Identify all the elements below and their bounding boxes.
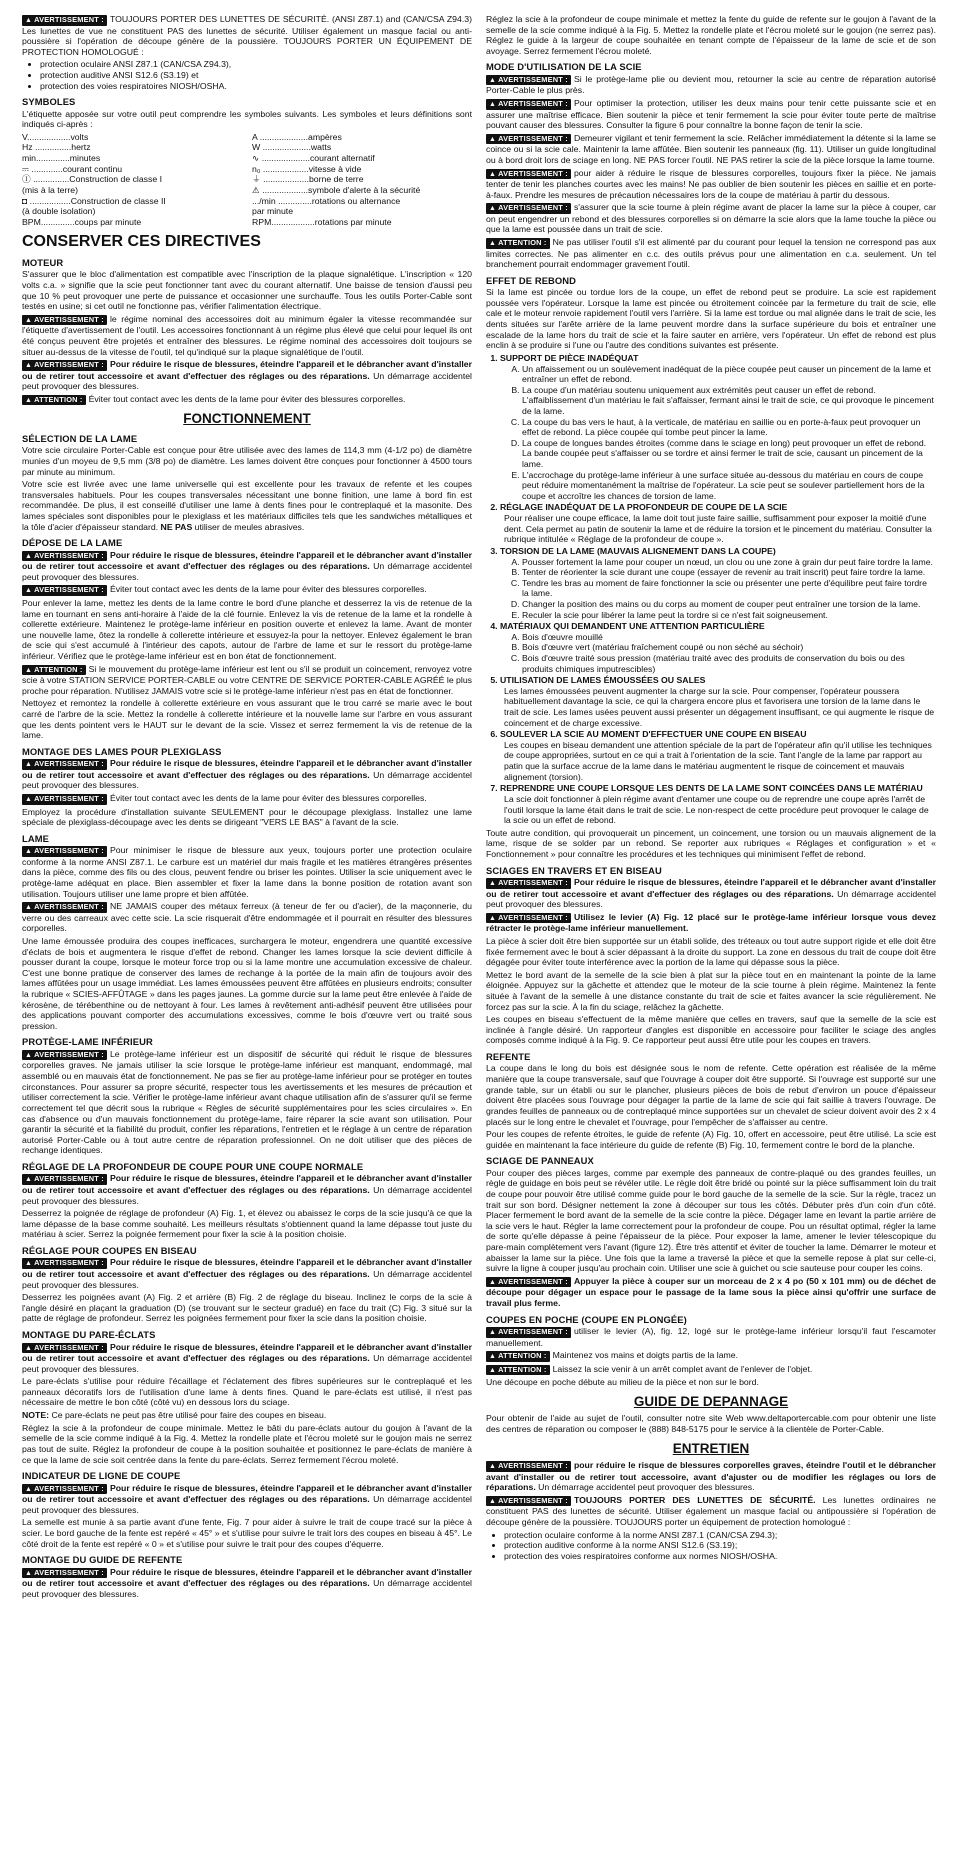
warning-triangle-icon: ▲ — [489, 76, 497, 84]
warning-badge: ▲ AVERTISSEMENT : — [486, 1277, 571, 1288]
section-heading: DÉPOSE DE LA LAME — [22, 537, 123, 549]
warning-triangle-icon: ▲ — [25, 362, 33, 370]
symbol-entry: ⏚ ...................borne de terre — [252, 174, 364, 185]
list-item: • protection oculaire conforme à la norme ANSI Z87.1 (CAN/CSA Z94.3); — [504, 1530, 936, 1541]
section-heading: MONTAGE DES LAMES POUR PLEXIGLASS — [22, 745, 222, 757]
warning-badge: ▲ AVERTISSEMENT : — [22, 585, 107, 596]
warning-badge: ▲ AVERTISSEMENT : — [486, 203, 571, 214]
paragraph: Desserrez les poignées avant (A) Fig. 2 et arrière (B) Fig. 2 de réglage du biseau. Inclinez le corps de la scie à l'angle désiré en plaçant la graduation (D) (se trouvant sur le secteur gradué) en face du trait (C) Fig. 3 situé sur la patte de réglage de profondeur. Serrez les poignées fermement pour fixer la scie dans la position choisie. — [22, 1292, 472, 1324]
warning-triangle-icon: ▲ — [489, 1353, 497, 1361]
warning-triangle-icon: ▲ — [25, 1051, 33, 1059]
warning-triangle-icon: ▲ — [25, 1344, 33, 1352]
entretien-title: ENTRETIEN — [672, 1440, 750, 1456]
warning-paragraph: ▲ AVERTISSEMENT : Si le protège-lame plie ou devient mou, retourner la scie au centre de réparation autorisé Porter-Cable le plus près. — [486, 73, 936, 96]
paragraph: Pour couper des pièces larges, comme par exemple des panneaux de contre-plaqué ou des grandes feuilles, un règle de guidage en bois peut se révéler utile. Le règle doit être bridé ou pointé sur la pièce suffisamment loin du trait de coupe pour pouvoir être utilisé comme guide pour le bord gauche de la semelle de la scie. Sur la règle, tracez un trait sur son bord. Désigner nettement la zone à découper sur tous les côtés. Débuter près d'un coin d'un côté. Placer fermement le bord avant de la semelle de la scie contre la pièce. Dégager lame en levant la partie arrière de la scie vers le haut. Régler la lame correctement pour la profondeur de coupe. Pou un résultat optimal, régler la lame de sorte qu'elle dépasse à peine l'épaisseur de la pièce. Pour exposer la lame, amener le levier télescopique du pare-main complètement vers l'avant (figure 12). Être très attentif et éviter de toucher la lame. Démarrer le moteur et abaisser la lame sur la pièce. Une fois que la lame a traversé la pièce et que la semelle repose à plat sur celle-ci, suivre la ligne à couper jusqu'au prochain coin. Utiliser une scie à guichet ou scie sauteuse pour couper les coins. — [486, 1167, 936, 1274]
warning-triangle-icon: ▲ — [25, 17, 33, 24]
paragraph: Toute autre condition, qui provoquerait un pincement, un coincement, une torsion ou un mauvais alignement de la lame, risque de se solder par un rebond. Se reporter aux rubriques « Réglages et configuration » et « Fonctionnement » pour connaître les procédures et les techniques qui minimisent l'effet de rebond. — [486, 827, 936, 859]
warning-triangle-icon: ▲ — [25, 552, 33, 560]
list-item: • protection auditive conforme à la norme ANSI S12.6 (S3.19); — [504, 1540, 936, 1551]
paragraph: Votre scie est livrée avec une lame universelle qui est excellente pour les travaux de refente et les coupes transversales habituels. Pour les coupes transversales nécessitant une bonne finition, une lame à bord fin est recommandée. De plus, il est conseillé d'utiliser une lame à dents fines pour le contreplaqué et la masonite. Des lames spéciales sont disponibles pour le plexiglass et les matériaux difficiles tels que les sandwiches métalliques et la tôle d'acier d'épaisseur standard. NE PAS utiliser de meules abrasives. — [22, 479, 472, 532]
symbol-entry: V..................volts — [22, 131, 89, 142]
attention-badge: ▲ ATTENTION : — [22, 665, 86, 676]
attention-paragraph: ▲ ATTENTION : Éviter tout contact avec les dents de la lame pour éviter des blessures corporelles. — [22, 394, 472, 406]
paragraph: Les coupes en biseau s'effectuent de la même manière que celles en travers, sauf que la semelle de la scie est inclinée à l'angle désiré. Un rapporteur d'angles est disponible en accessoire pour faciliter le sciage des angles composés comme indiqué à la Fig. 9. Ce rapporteur peut aussi être utile pour les coupes en travers. — [486, 1014, 936, 1046]
symbols-table — [22, 132, 472, 227]
warning-paragraph: ▲ AVERTISSEMENT : Pour optimiser la protection, utiliser les deux mains pour tenir cette puissante scie et en assurer une maîtrise efficace. Bien soutenir la pièce et tenir fermement la scie pour éviter toute perte de maîtrise pouvant causer des blessures. Consulter la figure 6 pour connaître la bonne façon de tenir la scie. — [486, 98, 936, 131]
warning-badge: ▲ AVERTISSEMENT : — [22, 902, 107, 913]
warning-paragraph: ▲ AVERTISSEMENT : Éviter tout contact avec les dents de la lame pour éviter des blessures corporelles. — [22, 584, 472, 596]
warning-badge: ▲ AVERTISSEMENT : — [486, 75, 571, 86]
paragraph: La coupe dans le long du bois est désignée sous le nom de refente. Cette opération est réalisée de la même manière que la coupe transversale, sauf que l'ouvrage à couper doit être supporté. Si l'ouvrage est supporté sur une grande table, sur un établi ou sur le plancher, plusieurs pièces de bois de rebut d'environ un pouce d'épaisseur doivent être placées sous l'ouvrage pour dégager la partie de la lame de scie qui fait saillie à travers l'ouvrage. De grandes feuilles de panneaux ou de contreplaqué mince supportées sur un chevalet de scieur doivent avoir des 2 x 4 placés sur le long entre le chevalet et l'ouvrage, pour l'empêcher de s'affaisser au centre. — [486, 1063, 936, 1127]
warning-paragraph: ▲ AVERTISSEMENT : Demeurer vigilant et tenir fermement la scie. Relâcher immédiatement la détente si la lame se coince ou si la scie cale. Maintenir la lame affûtée. Bien soutenir les panneaux (fig. 11). Utiliser un guide longitudinal ou à bord droit lors de sciage en long. NE PAS forcer l'outil. NE PAS retirer la scie de la pièce lorsque la lame tourne. — [486, 132, 936, 165]
warning-paragraph: ▲ AVERTISSEMENT : Pour réduire le risque de blessures, éteindre l'appareil et le débrancher avant d'installer ou de retirer tout accessoire et avant d'effectuer des réglages ou des réparations. Un démarrage accidentel peut provoquer des blessures. — [22, 758, 472, 791]
section-heading: COUPES EN POCHE (COUPE EN PLONGÉE) — [486, 1313, 687, 1325]
list-item: A. Pousser fortement la lame pour couper un nœud, un clou ou une zone à grain dur peut faire tordre la lame. — [522, 557, 936, 568]
paragraph: Mettez le bord avant de la semelle de la scie bien à plat sur la pièce tout en en maintenant la pointe de la lame éloignée. Appuyez sur la gâchette et attendez que le moteur de la scie tourne à plein régime. Maintenez la fente située à l'avant de la semelle à une distance constante du trait de scie et faites avancer la scie régulièrement. Ne forcez pas sur la scie. À la fin du sciage, relâchez la gâchette. — [486, 969, 936, 1012]
symbol-entry: (mis à la terre) — [22, 184, 78, 195]
warning-paragraph: ▲ AVERTISSEMENT : Pour réduire le risque de blessures, éteindre l'appareil et le débrancher avant d'installer ou de retirer tout accessoire et avant d'effectuer des réglages ou des réparations. Un démarrage accidentel peut provoquer des blessures. — [22, 1482, 472, 1515]
warning-triangle-icon: ▲ — [25, 1260, 33, 1268]
symbol-entry: .../min ..............rotations ou alternance — [252, 195, 401, 206]
warning-triangle-icon: ▲ — [25, 316, 33, 324]
warning-paragraph: ▲ AVERTISSEMENT : Éviter tout contact avec les dents de la lame pour éviter des blessures corporelles. — [22, 793, 472, 805]
warning-paragraph: ▲ AVERTISSEMENT : Le protège-lame inférieur est un dispositif de sécurité qui réduit le risque de blessures corporelles graves. Ne jamais utiliser la scie lorsque le protège-lame inférieur est manquant, endommagé, mal assemblé ou en mauvais état de fonctionnement. Ne pas se fier au protège-lame inférieur pour se protéger en toutes circonstances. Pour assurer sa propre sécurité, respecter tous les avertissements et les mesures de précaution et utiliser correctement la scie. Vérifier le protège-lame inférieur avant chaque utilisation afin de s'assurer qu'il se ferme correctement tel que décrit sous la rubrique « Règles de sécurité supplémentaires pour les scies circulaires ». En cas d'absence ou d'un mauvais fonctionnement du protège-lame, faire réparer la scie avant son utilisation. Pour garantir la sécurité et la fiabilité du produit, confier les réparations, l'entretien et le réglage à un centre de réparation autorisé Porter-Cable ou à tout autre centre de réparation professionnel. On ne doit utiliser que des pièces de rechange identiques. — [22, 1048, 472, 1156]
section-heading: MOTEUR — [22, 256, 64, 268]
attention-paragraph: ▲ ATTENTION : Laissez la scie venir à un arrêt complet avant de l'enlever de l'objet. — [486, 1364, 936, 1376]
warning-paragraph: ▲ AVERTISSEMENT : Pour réduire le risque de blessures, éteindre l'appareil et le débrancher avant d'installer ou de retirer tout accessoire et avant d'effectuer des réglages ou des réparations. Un démarrage accidentel peut provoquer des blessures. — [22, 1566, 472, 1599]
list-item: D. Changer la position des mains ou du corps au moment de couper peut entraîner une torsion de la lame. — [522, 599, 936, 610]
symbol-entry: min..............minutes — [22, 153, 101, 164]
section-heading: RÉGLAGE POUR COUPES EN BISEAU — [22, 1245, 197, 1256]
list-item: • protection oculaire ANSI Z87.1 (CAN/CSA Z94.3), — [40, 59, 472, 70]
warning-badge: ▲ AVERTISSEMENT : — [22, 1258, 107, 1269]
paragraph: Réglez la scie à la profondeur de coupe minimale et mettez la fente du guide de refente sur le goujon à l'avant de la semelle de la scie comme indiqué à la Fig. 5. Mettez la rondelle plate et l'écrou moleté sur le goujon (ne serrez pas). Réglez le guide à la largeur de coupe souhaitée en tenant compte de l'épaisseur de la lame de scie et de son avoyage. Serrez fermement l'écrou moleté. — [486, 14, 936, 56]
warning-triangle-icon: ▲ — [489, 205, 497, 213]
sub-list — [500, 557, 936, 621]
list-item: 6. SOULEVER LA SCIE AU MOMENT D'EFFECTUER UNE COUPE EN BISEAU Les coupes en biseau demandent une attention spéciale de la part de l'opérateur afin qu'il utilise les techniques de coupe appropriées, surtout en ce qui a trait à l'orientation de la scie. Tant l'angle de la lame par rapport au patin que la surface accrue de la lame dans le matériau augmentent le risque de coincement et mauvais alignement (torsion). — [500, 729, 936, 782]
warning-paragraph: ▲ AVERTISSEMENT : NE JAMAIS couper des métaux ferreux (à teneur de fer ou d'acier), de la maçonnerie, du verre ou des carreaux avec cette scie. La scie risquerait d'être endommagée et il pourrait en résulter des blessures corporelles. — [22, 901, 472, 934]
symbol-entry: RPM..................rotations par minute — [252, 216, 392, 227]
paragraph: Nettoyez et remontez la rondelle à collerette extérieure en vous assurant que le trou carré se marie avec le bout carré de l'arbre de la scie. Mettez la rondelle à collerette intérieure et la nouvelle lame sur l'arbre en vous assurant que les dents pointent vers le HAUT sur le devant de la scie. Vissez et serrez fermement la vis de retenue de la lame. — [22, 698, 472, 741]
symbol-entry: ∿ ....................courant alternatif — [252, 153, 375, 164]
paragraph: Une lame émoussée produira des coupes inefficaces, surchargera le moteur, engendrera une quantité excessive d'éclats de bois et augmentera le risque d'effet de rebond. Changer les lames lorsque la scie devient difficile à pousser durant la coupe, lorsque le moteur force trop ou si la lame montre une accumulation excessive de chaleur. C'est une bonne pratique de conserver des lames de rechange à la portée de la main afin de toujours avoir des lames affûtées pour un usage immédiat. Les lames émoussées peuvent être affûtées en plusieurs endroits; consulter la rubrique « SCIES-AFFÛTAGE » dans les pages jaunes. La gomme durcie sur la lame peut être enlevée à l'aide de kérosène, de térébenthine ou de nettoyant à four. Les lames à revêtement anti-adhésif peuvent être utilisées pour des applications pouvant comporter des accumulations excessives, comme le bois d'œuvre vert ou traité sous pression. — [22, 935, 472, 1031]
symbol-entry: A ....................ampères — [252, 131, 342, 142]
warning-triangle-icon: ▲ — [489, 1463, 497, 1471]
warning-triangle-icon: ▲ — [25, 1569, 33, 1577]
warning-badge: ▲ AVERTISSEMENT : — [22, 1484, 107, 1495]
paragraph: Pour les coupes de refente étroites, le guide de refente (A) Fig. 10, offert en accessoire, peut être utilisé. La scie est guidée en maintenant la face intérieure du guide de refente (B) Fig. 10, fermement contre le bord de la planche. — [486, 1129, 936, 1150]
warning-badge: ▲ AVERTISSEMENT : — [22, 360, 107, 371]
warning-triangle-icon: ▲ — [489, 1329, 497, 1337]
section-heading: SYMBOLES — [22, 96, 76, 108]
warning-triangle-icon: ▲ — [489, 135, 497, 143]
section-heading: SCIAGE DE PANNEAUX — [486, 1155, 594, 1167]
intro-bullets — [40, 59, 472, 91]
warning-badge: ▲ AVERTISSEMENT : — [486, 878, 571, 889]
list-item: 1. SUPPORT DE PIÈCE INADÉQUAT A. Un affaissement ou un soulèvement inadéquat de la pièce coupée peut causer un pincement de la lame et entraîner un effet de rebond. B. La coupe d'un matériau soutenu uniquement aux extrémités peut causer un effet de rebond. L'affaiblissement d'un matériau le fait s'affaisser, fermant ainsi le trait de scie, ce qui provoque le pincement de la lame. C. La coupe du bas vers le haut, à la verticale, de matériau en saillie ou en porte-à-faux peut provoquer un effet de rebond. La pièce coupée qui tombe peut pincer la lame. D. La coupe de longues bandes étroites (comme dans le sciage en long) peut provoquer un effet de rebond. La bande coupée peut s'affaisser ou se tordre et ainsi fermer le trait de scie, causant un pincement de la lame. E. L'accrochage du protège-lame inférieur à une surface située au-dessous du matériau en cours de coupe peut réduire momentanément la maîtrise de l'opérateur. La scie peut se soulever partiellement hors de la coupe et accroître les chances de torsion de lame. — [500, 353, 936, 502]
warning-badge: ▲ AVERTISSEMENT : — [22, 15, 107, 26]
paragraph: Réglez la scie à la profondeur de coupe minimale. Mettez le bâti du pare-éclats autour du goujon à l'avant de la semelle de la scie comme indiqué à la Fig. 4. Mettez la rondelle plate et l'écrou moleté sur le goujon mais ne serrez pas tout de suite. Réglez la profondeur de coupe à la position souhaitée et positionnez le pare-éclats de manière à ce que la lame de scie soit centrée dans la fente du pare-éclats. Serrez fermement l'écrou moleté. — [22, 1422, 472, 1465]
conserver-title: CONSERVER CES DIRECTIVES — [22, 233, 261, 251]
sub-list — [500, 632, 936, 674]
warning-badge: ▲ AVERTISSEMENT : — [486, 1327, 571, 1338]
warning-triangle-icon: ▲ — [489, 914, 497, 922]
list-item: B. La coupe d'un matériau soutenu uniquement aux extrémités peut causer un effet de rebond. L'affaiblissement d'un matériau le fait s'affaisser, fermant ainsi le trait de scie, ce qui provoque le pincement de la lame. — [522, 385, 936, 417]
list-item: 4. MATÉRIAUX QUI DEMANDENT UNE ATTENTION PARTICULIÈRE A. Bois d'œuvre mouillé B. Bois d'œuvre vert (matériau fraîchement coupé ou non séché au séchoir) C. Bois d'œuvre traité sous pression (matériau traité avec des produits de conservation du bois ou des produits chimiques imputrescibles) — [500, 621, 936, 674]
list-item: 3. TORSION DE LA LAME (MAUVAIS ALIGNEMENT DANS LA COUPE) A. Pousser fortement la lame pour couper un nœud, un clou ou une zone à grain dur peut faire tordre la lame. B. Tenter de réorienter la scie durant une coupe (essayer de revenir au trait inscrit) peut faire tordre la lame. C. Tendre les bras au moment de faire fonctionner la scie ou présenter une perte d'équilibre peut faire tordre la lame. D. Changer la position des mains ou du corps au moment de couper peut entraîner une torsion de la lame. E. Reculer la scie pour libérer la lame peut la tordre si ce n'est fait soigneusement. — [500, 546, 936, 620]
paragraph: L'étiquette apposée sur votre outil peut comprendre les symboles suivants. Les symboles et leurs définitions sont indiqués ci-après : — [22, 108, 472, 130]
warning-triangle-icon: ▲ — [25, 587, 33, 595]
attention-badge: ▲ ATTENTION : — [22, 395, 86, 406]
list-item: B. Tenter de réorienter la scie durant une coupe (essayer de revenir au trait inscrit) peut faire tordre la lame. — [522, 567, 936, 578]
section-heading: MODE D'UTILISATION DE LA SCIE — [486, 61, 642, 73]
list-item: C. Tendre les bras au moment de faire fonctionner la scie ou présenter une perte d'équilibre peut faire tordre la lame. — [522, 578, 936, 599]
list-item: • protection des voies respiratoires NIOSH/OSHA. — [40, 81, 472, 92]
warning-triangle-icon: ▲ — [489, 1497, 497, 1505]
section-heading: MONTAGE DU PARE-ÉCLATS — [22, 1329, 156, 1341]
warning-badge: ▲ AVERTISSEMENT : — [22, 551, 107, 562]
list-item: E. L'accrochage du protège-lame inférieur à une surface située au-dessous du matériau en cours de coupe peut réduire momentanément la maîtrise de l'opérateur. La scie peut se soulever partiellement hors de la coupe et accroître les chances de torsion de lame. — [522, 470, 936, 502]
attention-badge: ▲ ATTENTION : — [486, 238, 550, 249]
warning-triangle-icon: ▲ — [25, 848, 33, 856]
list-item: A. Bois d'œuvre mouillé — [522, 632, 936, 643]
attention-paragraph: ▲ ATTENTION : Ne pas utiliser l'outil s'il est alimenté par du courant pour lequel la tension ne correspond pas aux limites correctes. Ne pas alimenter en c.c. des outils prévus pour une alimentation en c.a. seulement. Un tel branchement pourrait endommager gravement l'outil. — [486, 237, 936, 270]
paragraph: Votre scie circulaire Porter-Cable est conçue pour être utilisée avec des lames de 114,3 mm (4-1/2 po) de diamètre munies d'un moyeu de 9,5 mm (3/8 po) de diamètre. Les lames doivent être conçues pour fonctionner à 4500 tours par minute au minimum. — [22, 445, 472, 477]
warning-paragraph: ▲ AVERTISSEMENT : Pour réduire le risque de blessures, éteindre l'appareil et le débrancher avant d'installer ou de retirer tout accessoire et avant d'effectuer des réglages ou des réparations. Un démarrage accidentel peut provoquer des blessures. — [22, 359, 472, 392]
warning-paragraph: ▲ AVERTISSEMENT : s'assurer que la scie tourne à plein régime avant de placer la lame sur la pièce à couper, car on peut engendrer un rebond et des blessures corporelles si on démarre la scie alors que la lame touche la pièce ou que la lame est poussée dans un trait de scie. — [486, 202, 936, 235]
paragraph: La pièce à scier doit être bien supportée sur un établi solide, des tréteaux ou tout autre support rigide et elle doit être fixée fermement avec le bout à scier dépassant à la droite du support. La zone en dessous du trait de coupe doit être dégagée pour éviter toute interférence avec la portion de la lame qui dépasse sous la pièce. — [486, 935, 936, 968]
symbol-entry: BPM..............coups par minute — [22, 216, 142, 227]
section-heading: SCIAGES EN TRAVERS ET EN BISEAU — [486, 864, 662, 876]
warning-paragraph: ▲ AVERTISSEMENT : TOUJOURS PORTER DES LUNETTES DE SÉCURITÉ. Les lunettes ordinaires ne constituent PAS des lunettes de sécurité. Utiliser également un masque facial ou antipoussière si l'opération de découpe génère de la poussière. TOUJOURS porter un équipement de protection homologué : — [486, 1494, 936, 1527]
warning-paragraph: ▲ AVERTISSEMENT : Pour réduire le risque de blessures, éteindre l'appareil et le débrancher avant d'installer ou de retirer tout accessoire et avant d'effectuer des réglages ou des réparations. Un démarrage accidentel peut provoquer des blessures. — [22, 1173, 472, 1206]
warning-badge: ▲ AVERTISSEMENT : — [486, 1461, 571, 1472]
warning-badge: ▲ AVERTISSEMENT : — [22, 1174, 107, 1185]
warning-badge: ▲ AVERTISSEMENT : — [22, 846, 107, 857]
warning-badge: ▲ AVERTISSEMENT : — [486, 1496, 571, 1507]
symbol-entry: Hz ...............hertz — [22, 142, 91, 153]
paragraph: Pour obtenir de l'aide au sujet de l'outil, consulter notre site Web www.deltaportercable.com pour obtenir une liste des centres de réparation ou composer le (888) 848-5175 pour le service à la clientèle de Porter-Cable. — [486, 1413, 936, 1435]
list-item: 5. UTILISATION DE LAMES ÉMOUSSÉES OU SALES Les lames émoussées peuvent augmenter la charge sur la scie. Pour compenser, l'opérateur poussera habituellement davantage la scie, ce qui la chargera encore plus et favorisera une torsion de la lame dans le trait de scie. Les lames usées peuvent aussi présenter un dégagement insuffisant, ce qui augmente le risque de coincement et de charge excessive. — [500, 675, 936, 728]
list-item: • protection auditive ANSI S12.6 (S3.19) et — [40, 70, 472, 81]
section-heading: PROTÈGE-LAME INFÉRIEUR — [22, 1036, 153, 1048]
warning-triangle-icon: ▲ — [489, 1278, 497, 1286]
warning-badge: ▲ AVERTISSEMENT : — [486, 134, 571, 145]
warning-paragraph: ▲ AVERTISSEMENT : Pour minimiser le risque de blessure aux yeux, toujours porter une protection oculaire conforme à la norme ANSI Z87.1. Le carbure est un matériel dur mais fragile et les matières étrangères présentes dans la pièce, comme des fils ou des clous, peuvent fendre ou briser les pointes. Utiliser la scie uniquement avec le protège-lame adéquat en place. Bien assembler et fixer la lame dans la bonne position de rotation avant son utilisation. Toujours utiliser une lame propre et bien affûtée. — [22, 845, 472, 899]
paragraph: Pour enlever la lame, mettez les dents de la lame contre le bord d'une planche et desserrez la vis de retenue de la lame en tournant en sens anti-horaire à l'aide de la clé fournie. Enlevez la vis de retenue de la lame et la rondelle à collerette extérieure. Maintenez le protège-lame inférieur en position ouverte et enlevez la lame. Avant de monter une nouvelle lame, ôtez la rondelle à collerette intérieure et essuyez-la pour la nettoyer. Enlevez également le bran de scie qui s'est accumulé à l'intérieur des capots, autour de l'arbre de lame et sur le ressort du protège-lame inférieur. Vérifiez que le protège-lame inférieur est en bon état de fonctionnement. — [22, 597, 472, 662]
fonctionnement-title: FONCTIONNEMENT — [183, 411, 311, 427]
warning-badge: ▲ AVERTISSEMENT : — [22, 315, 107, 326]
paragraph: Desserrez la poignée de réglage de profondeur (A) Fig. 1, et élevez ou abaissez le corps de la scie jusqu'à ce que la lame dépasse de la base comme souhaité. Les meilleurs résultats s'obtiennent quand la lame dépasse tout juste du matériau à scier. Serrez la poignée fermement pour fixer la scie à la position choisie. — [22, 1208, 472, 1240]
paragraph: Une découpe en poche débute au milieu de la pièce et non sur le bord. — [486, 1377, 759, 1388]
warning-triangle-icon: ▲ — [489, 880, 497, 888]
warning-paragraph: ▲ AVERTISSEMENT : Pour réduire le risque de blessures, éteindre l'appareil et le débrancher avant d'installer ou de retirer tout accessoire et avant d'effectuer des réglages ou des réparations. Un démarrage accidentel peut provoquer des blessures. — [22, 549, 472, 582]
warning-paragraph: ▲ AVERTISSEMENT : Pour réduire le risque de blessures, éteindre l'appareil et le débrancher avant d'installer ou de retirer tout accessoire et avant d'effectuer des réglages ou des réparations. Un démarrage accidentel peut provoquer des blessures. — [22, 1257, 472, 1290]
list-item: E. Reculer la scie pour libérer la lame peut la tordre si ce n'est fait soigneusement. — [522, 610, 936, 621]
paragraph: Employez la procédure d'installation suivante SEULEMENT pour le découpage plexiglass. Installez une lame spéciale de plexiglass-découpage avec les dents se dirigeant "VERS LE BAS" à l'avant de la scie. — [22, 806, 472, 828]
section-heading: LAME — [22, 832, 49, 844]
section-heading: MONTAGE DU GUIDE DE REFENTE — [22, 1554, 183, 1566]
warning-triangle-icon: ▲ — [489, 240, 497, 248]
list-item: 2. RÉGLAGE INADÉQUAT DE LA PROFONDEUR DE COUPE DE LA SCIE Pour réaliser une coupe efficace, la lame doit tout juste faire saillie, suffisamment pour exposer la moitié d'une dent. Cela permet au patin de soutenir la lame et de réduire la torsion et le pincement du matériau. Consulter la rubrique intitulée « Réglage de la profondeur de coupe ». — [500, 502, 936, 544]
warning-paragraph: ▲ AVERTISSEMENT : Appuyer la pièce à couper sur un morceau de 2 x 4 po (50 x 101 mm) ou de déchet de découpe pour dégager un espace pour le passage de la lame sous la pièce ainsi qu'offrir une surface de travail plus ferme. — [486, 1275, 936, 1309]
section-heading: INDICATEUR DE LIGNE DE COUPE — [22, 1470, 181, 1482]
list-item: C. Bois d'œuvre traité sous pression (matériau traité avec des produits de conservation du bois ou des produits chimiques imputrescibles) — [522, 653, 936, 674]
list-item: C. La coupe du bas vers le haut, à la verticale, de matériau en saillie ou en porte-à-faux peut provoquer un effet de rebond. La pièce coupée qui tombe peut pincer la lame. — [522, 417, 936, 438]
warning-badge: ▲ AVERTISSEMENT : — [486, 99, 571, 110]
symbol-entry: ◘ .................Construction de classe II — [22, 195, 166, 206]
note-paragraph: NOTE: Ce pare-éclats ne peut pas être utilisé pour faire des coupes en biseau. — [22, 1410, 327, 1421]
list-item: A. Un affaissement ou un soulèvement inadéquat de la pièce coupée peut causer un pincement de la lame et entraîner un effet de rebond. — [522, 364, 936, 385]
symbol-entry: Ⓘ ...............Construction de classe I — [22, 174, 163, 185]
warning-triangle-icon: ▲ — [25, 796, 33, 804]
paragraph: Si la lame est pincée ou tordue lors de la coupe, un effet de rebond peut se produire. La scie est rapidement poussée vers l'opérateur. Lorsque la lame est pincée ou étroitement coincée par la fermeture du trait de scie, elle cale et le moteur renvoie rapidement l'outil vers l'arrière. Si la lame est tordue ou mal alignée dans le trait de scie, les dents situées sur l'arête arrière de la lame peuvent mordre dans la surface supérieure du bois et entraîner une escalade de la lame hors du trait de scie et la faire sauter en arrière, vers l'opérateur. Un effet de rebond est plus enclin à se produire si l'une ou l'autre des conditions suivantes est présente. — [486, 287, 936, 351]
section-heading: REFENTE — [486, 1051, 531, 1063]
warning-paragraph: ▲ AVERTISSEMENT : Pour réduire le risque de blessures, éteindre l'appareil et le débrancher avant d'installer ou de retirer tout accessoire et avant d'effectuer des réglages ou des réparations. Un démarrage accidentel peut provoquer des blessures. — [486, 877, 936, 910]
symbol-entry: W ....................watts — [252, 142, 332, 153]
kickback-conditions-list — [486, 353, 936, 826]
warning-paragraph: ▲ AVERTISSEMENT : Pour réduire le risque de blessures, éteindre l'appareil et le débrancher avant d'installer ou de retirer tout accessoire et avant d'effectuer des réglages ou des réparations. Un démarrage accidentel peut provoquer des blessures. — [22, 1341, 472, 1374]
warning-badge: ▲ AVERTISSEMENT : — [486, 913, 571, 924]
warning-paragraph: ▲ AVERTISSEMENT : pour réduire le risque de blessures corporelles graves, éteindre l'outil et le débrancher avant d'installer ou de retirer tout accessoire, avant d'ajuster ou de modifier les réglages ou lors de réparations. Un démarrage accidentel peut provoquer des blessures. — [486, 1460, 936, 1493]
list-item: D. La coupe de longues bandes étroites (comme dans le sciage en long) peut provoquer un effet de rebond. La bande coupée peut s'affaisser ou se tordre et ainsi fermer le trait de scie, causant un pincement de la lame. — [522, 438, 936, 470]
symbol-entry: ⎓ .............courant continu — [22, 163, 123, 174]
warning-paragraph: ▲ AVERTISSEMENT : le régime nominal des accessoires doit au minimum égaler la vitesse recommandée sur l'étiquette d'avertissement de l'outil. Les accessoires fonctionnant à un régime plus élevé que celui pour lequel ils ont été conçus peuvent être projetés et entraîner des blessures. Le régime nominal des accessoires doit toujours se situer au-dessus de la vitesse de l'outil, tel qu'indiqué sur la plaque signalétique de l'outil. — [22, 313, 472, 357]
list-item: • protection des voies respiratoires conforme aux normes NIOSH/OSHA. — [504, 1551, 936, 1562]
section-heading: EFFET DE REBOND — [486, 274, 577, 286]
warning-triangle-icon: ▲ — [489, 170, 497, 178]
paragraph: S'assurer que le bloc d'alimentation est compatible avec l'inscription de la plaque signalétique. L'inscription « 120 volts c.a. » signifie que la scie peut fonctionner tant avec du courant alternatif. Une baisse de tension d'aussi peu que 10 % peut provoquer une perte de puissance et occasionner une surchauffe. Tous les outils Porter-Cable sont testés en usine; si cet outil ne fonctionne pas, vérifier l'alimentation électrique. — [22, 269, 472, 312]
warning-triangle-icon: ▲ — [25, 1176, 33, 1184]
attention-paragraph: ▲ ATTENTION : Si le mouvement du protège-lame inférieur est lent ou s'il se produit un coincement, renvoyez votre scie à votre STATION SERVICE PORTER-CABLE ou votre CENTRE DE SERVICE PORTER-CABLE AGRÉÉ le plus proche pour réparation. N'utilisez JAMAIS votre scie si le protège-lame inférieur n'est pas en état de fonctionner. — [22, 663, 472, 696]
symbol-entry: ⚠ ...................symbole d'alerte à la sécurité — [252, 184, 421, 195]
symbol-entry: n₀ ...................vitesse à vide — [252, 163, 362, 174]
sub-list — [500, 364, 936, 502]
warning-triangle-icon: ▲ — [489, 101, 497, 109]
warning-paragraph: ▲ AVERTISSEMENT : utiliser le levier (A), fig. 12, logé sur le protège-lame inférieur lorsqu'il faut l'escamoter manuellement. — [486, 1326, 936, 1348]
depannage-title: GUIDE DE DEPANNAGE — [633, 1393, 789, 1409]
intro-paragraph: ▲ AVERTISSEMENT : TOUJOURS PORTER DES LUNETTES DE SÉCURITÉ. (ANSI Z87.1) and (CAN/CSA Z94.3) Les lunettes de vue ne constituent PAS des lunettes de sécurité. Utiliser également un masque facial ou anti-poussière si l'opération de découpe génère de la poussière. TOUJOURS PORTER UN ÉQUIPEMENT DE PROTECTION HOMOLOGUÉ : — [22, 14, 472, 57]
attention-badge: ▲ ATTENTION : — [486, 1365, 550, 1376]
left-column — [22, 14, 472, 1876]
section-heading: RÉGLAGE DE LA PROFONDEUR DE COUPE POUR UNE COUPE NORMALE — [22, 1160, 364, 1172]
paragraph: Le pare-éclats s'utilise pour réduire l'écaillage et l'éclatement des fibres supérieures sur le contreplaqué et les panneaux décoratifs lors de l'utilisation d'une lame à dents fines. Quand le pare-éclats est utilisé, il n'est pas nécessaire de mettre le bon côté (côté vu) en dessous lors du sciage. — [22, 1376, 472, 1408]
warning-triangle-icon: ▲ — [25, 396, 33, 404]
warning-badge: ▲ AVERTISSEMENT : — [22, 1568, 107, 1579]
paragraph: La semelle est munie à sa partie avant d'une fente, Fig. 7 pour aider à suivre le trait de coupe tracé sur la pièce à scier. Le bord gauche de la fente est repéré « 45° » et s'utilise pour suivre le trait lors des coupes en biseau à 45°. Le côté droit de la fente est repéré « 0 » et s'utilise pour suivre le trait pour des coupes d'équerre. — [22, 1517, 472, 1549]
warning-triangle-icon: ▲ — [25, 666, 33, 674]
warning-badge: ▲ AVERTISSEMENT : — [22, 1050, 107, 1061]
warning-triangle-icon: ▲ — [25, 904, 33, 912]
warning-triangle-icon: ▲ — [25, 761, 33, 769]
warning-triangle-icon: ▲ — [25, 1485, 33, 1493]
entretien-bullets — [504, 1530, 936, 1562]
warning-badge: ▲ AVERTISSEMENT : — [486, 169, 571, 180]
attention-badge: ▲ ATTENTION : — [486, 1351, 550, 1362]
warning-triangle-icon: ▲ — [489, 1366, 497, 1374]
symbol-entry: (à double isolation) — [22, 206, 96, 217]
warning-paragraph: ▲ AVERTISSEMENT : Utilisez le levier (A) Fig. 12 placé sur le protège-lame inférieur lorsque vous devez rétracter le protège-lame inférieur manuellement. — [486, 911, 936, 934]
warning-badge: ▲ AVERTISSEMENT : — [22, 794, 107, 805]
section-heading: SÉLECTION DE LA LAME — [22, 432, 138, 444]
symbol-entry: par minute — [252, 206, 294, 217]
list-item: B. Bois d'œuvre vert (matériau fraîchement coupé ou non séché au séchoir) — [522, 642, 936, 653]
right-column — [486, 14, 936, 1876]
attention-paragraph: ▲ ATTENTION : Maintenez vos mains et doigts partis de la lame. — [486, 1350, 936, 1362]
warning-badge: ▲ AVERTISSEMENT : — [22, 1343, 107, 1354]
warning-badge: ▲ AVERTISSEMENT : — [22, 759, 107, 770]
list-item: 7. REPRENDRE UNE COUPE LORSQUE LES DENTS DE LA LAME SONT COINCÉES DANS LE MATÉRIAU La scie doit fonctionner à plein régime avant d'entamer une coupe ou de reprendre une coupe après l'arrêt de l'outil lorsque la lame était dans le trait de scie. Le non-respect de cette procédure peut provoquer le calage de la scie ou un effet de rebond. — [500, 783, 936, 825]
warning-paragraph: ▲ AVERTISSEMENT : pour aider à réduire le risque de blessures corporelles, toujours fixer la pièce. Ne jamais tenter de tenir les planches courtes avec les mains! Ne pas oublier de bien soutenir les pièces en saillie et en porte-à-faux. Prendre les mesures de précaution nécessaires lors de la coupe de matériau à partir du dessous. — [486, 167, 936, 200]
